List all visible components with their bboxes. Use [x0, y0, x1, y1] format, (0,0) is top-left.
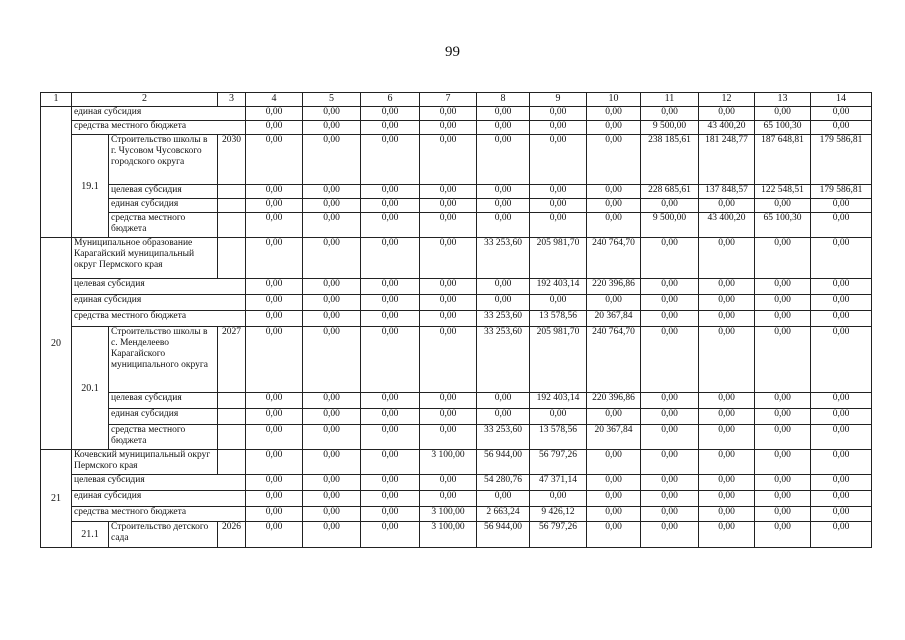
value-cell: 0,00 [811, 199, 872, 213]
value-cell: 0,00 [420, 279, 477, 295]
table-row [41, 213, 872, 238]
value-cell: 0,00 [361, 522, 420, 548]
header-cell: 5 [303, 93, 361, 107]
value-cell: 33 253,60 [477, 327, 530, 393]
value-cell: 0,00 [246, 238, 303, 279]
section-title: Кочевский муниципальный округ Пермского края [72, 450, 218, 475]
value-cell: 3 100,00 [420, 450, 477, 475]
budget-table [40, 92, 872, 548]
value-cell: 0,00 [641, 199, 699, 213]
value-cell: 0,00 [699, 199, 755, 213]
value-cell: 192 403,14 [530, 393, 587, 409]
value-cell: 3 100,00 [420, 507, 477, 522]
value-cell: 56 944,00 [477, 450, 530, 475]
table-row [41, 135, 872, 185]
value-cell: 0,00 [361, 199, 420, 213]
subsection-title: Строительство школы в с. Менделеево Карагайского муниципального округа [109, 327, 218, 393]
year-cell [218, 199, 246, 213]
value-cell: 0,00 [420, 311, 477, 327]
value-cell: 0,00 [303, 121, 361, 135]
value-cell: 0,00 [420, 199, 477, 213]
value-cell: 0,00 [699, 327, 755, 393]
subsection-number: 20.1 [72, 327, 109, 450]
year-cell [218, 238, 246, 279]
value-cell: 0,00 [246, 475, 303, 491]
value-cell: 238 185,61 [641, 135, 699, 185]
value-cell: 0,00 [303, 425, 361, 450]
value-cell: 0,00 [587, 185, 641, 199]
value-cell: 0,00 [641, 507, 699, 522]
header-cell: 2 [72, 93, 218, 107]
section-number [41, 107, 72, 238]
value-cell: 0,00 [303, 475, 361, 491]
row-label: целевая субсидия [72, 475, 246, 491]
value-cell: 0,00 [420, 213, 477, 238]
table-row [41, 507, 872, 522]
value-cell: 181 248,77 [699, 135, 755, 185]
header-cell: 1 [41, 93, 72, 107]
value-cell: 0,00 [361, 450, 420, 475]
value-cell: 0,00 [477, 107, 530, 121]
subsection-title: Строительство школы в г. Чусовом Чусовского городского округа [109, 135, 218, 185]
row-label: средства местного бюджета [72, 121, 246, 135]
row-label: средства местного бюджета [72, 311, 246, 327]
value-cell: 0,00 [811, 213, 872, 238]
value-cell: 9 426,12 [530, 507, 587, 522]
value-cell: 0,00 [361, 238, 420, 279]
value-cell: 0,00 [530, 135, 587, 185]
value-cell: 0,00 [420, 185, 477, 199]
value-cell: 228 685,61 [641, 185, 699, 199]
value-cell: 0,00 [420, 295, 477, 311]
value-cell: 0,00 [303, 279, 361, 295]
year-cell [218, 409, 246, 425]
value-cell: 0,00 [699, 238, 755, 279]
value-cell: 0,00 [246, 107, 303, 121]
value-cell: 0,00 [641, 327, 699, 393]
value-cell: 0,00 [755, 311, 811, 327]
value-cell: 54 280,76 [477, 475, 530, 491]
value-cell: 43 400,20 [699, 213, 755, 238]
value-cell: 0,00 [699, 311, 755, 327]
value-cell: 0,00 [361, 475, 420, 491]
value-cell: 240 764,70 [587, 327, 641, 393]
value-cell: 33 253,60 [477, 238, 530, 279]
value-cell: 33 253,60 [477, 311, 530, 327]
value-cell: 0,00 [811, 507, 872, 522]
value-cell: 0,00 [246, 393, 303, 409]
value-cell: 0,00 [811, 295, 872, 311]
value-cell: 0,00 [587, 507, 641, 522]
row-label: единая субсидия [109, 409, 218, 425]
value-cell: 0,00 [641, 393, 699, 409]
value-cell: 0,00 [303, 327, 361, 393]
value-cell: 0,00 [641, 522, 699, 548]
value-cell: 0,00 [699, 450, 755, 475]
value-cell: 0,00 [755, 199, 811, 213]
value-cell: 0,00 [641, 475, 699, 491]
value-cell: 0,00 [246, 279, 303, 295]
value-cell: 0,00 [246, 199, 303, 213]
value-cell: 0,00 [246, 295, 303, 311]
value-cell: 0,00 [530, 491, 587, 507]
value-cell: 192 403,14 [530, 279, 587, 295]
value-cell: 0,00 [477, 409, 530, 425]
value-cell: 137 848,57 [699, 185, 755, 199]
value-cell: 240 764,70 [587, 238, 641, 279]
table-row [41, 450, 872, 475]
value-cell: 0,00 [530, 213, 587, 238]
value-cell: 0,00 [811, 491, 872, 507]
value-cell: 0,00 [477, 199, 530, 213]
value-cell: 122 548,51 [755, 185, 811, 199]
value-cell: 20 367,84 [587, 425, 641, 450]
value-cell: 0,00 [361, 185, 420, 199]
value-cell: 0,00 [303, 491, 361, 507]
value-cell: 0,00 [246, 327, 303, 393]
value-cell: 0,00 [811, 393, 872, 409]
year-cell [218, 185, 246, 199]
value-cell: 0,00 [811, 409, 872, 425]
value-cell: 220 396,86 [587, 279, 641, 295]
value-cell: 0,00 [699, 409, 755, 425]
value-cell: 205 981,70 [530, 238, 587, 279]
header-cell: 10 [587, 93, 641, 107]
value-cell: 0,00 [477, 121, 530, 135]
value-cell: 0,00 [477, 135, 530, 185]
table-row [41, 199, 872, 213]
header-row [41, 93, 872, 107]
value-cell: 0,00 [641, 311, 699, 327]
table-row [41, 491, 872, 507]
row-label: средства местного бюджета [72, 507, 246, 522]
value-cell: 0,00 [420, 121, 477, 135]
table-row [41, 121, 872, 135]
value-cell: 0,00 [699, 279, 755, 295]
value-cell: 0,00 [246, 491, 303, 507]
row-label: целевая субсидия [109, 185, 218, 199]
value-cell: 0,00 [755, 279, 811, 295]
value-cell: 0,00 [420, 393, 477, 409]
value-cell: 0,00 [303, 295, 361, 311]
value-cell: 0,00 [755, 295, 811, 311]
value-cell: 0,00 [303, 311, 361, 327]
value-cell: 0,00 [755, 409, 811, 425]
value-cell: 0,00 [641, 107, 699, 121]
value-cell: 0,00 [361, 107, 420, 121]
value-cell: 0,00 [477, 185, 530, 199]
year-cell: 2027 [218, 327, 246, 393]
value-cell: 0,00 [755, 327, 811, 393]
value-cell: 0,00 [641, 491, 699, 507]
value-cell: 0,00 [477, 295, 530, 311]
header-cell: 14 [811, 93, 872, 107]
value-cell: 0,00 [699, 107, 755, 121]
table-row [41, 295, 872, 311]
value-cell: 0,00 [303, 450, 361, 475]
table-body [41, 93, 872, 548]
header-cell: 7 [420, 93, 477, 107]
row-label: единая субсидия [72, 491, 246, 507]
value-cell: 0,00 [587, 199, 641, 213]
value-cell: 0,00 [530, 121, 587, 135]
value-cell: 0,00 [361, 135, 420, 185]
value-cell: 0,00 [641, 409, 699, 425]
value-cell: 56 797,26 [530, 522, 587, 548]
table-row [41, 425, 872, 450]
value-cell: 0,00 [755, 450, 811, 475]
value-cell: 0,00 [641, 425, 699, 450]
value-cell: 0,00 [477, 279, 530, 295]
value-cell: 0,00 [587, 450, 641, 475]
value-cell: 0,00 [420, 475, 477, 491]
value-cell: 220 396,86 [587, 393, 641, 409]
page-number: 99 [445, 44, 460, 60]
value-cell: 0,00 [303, 507, 361, 522]
value-cell: 3 100,00 [420, 522, 477, 548]
value-cell: 0,00 [811, 327, 872, 393]
value-cell: 65 100,30 [755, 121, 811, 135]
header-cell: 3 [218, 93, 246, 107]
value-cell: 0,00 [811, 279, 872, 295]
value-cell: 0,00 [587, 135, 641, 185]
value-cell: 0,00 [246, 121, 303, 135]
value-cell: 0,00 [246, 213, 303, 238]
row-label: средства местного бюджета [109, 213, 218, 238]
value-cell: 179 586,81 [811, 135, 872, 185]
value-cell: 0,00 [641, 295, 699, 311]
value-cell: 0,00 [420, 135, 477, 185]
value-cell: 0,00 [361, 507, 420, 522]
value-cell: 0,00 [477, 491, 530, 507]
value-cell: 0,00 [303, 213, 361, 238]
value-cell: 0,00 [811, 425, 872, 450]
value-cell: 0,00 [361, 279, 420, 295]
value-cell: 0,00 [303, 238, 361, 279]
header-cell: 13 [755, 93, 811, 107]
value-cell: 0,00 [699, 522, 755, 548]
value-cell: 0,00 [587, 213, 641, 238]
value-cell: 0,00 [587, 522, 641, 548]
value-cell: 0,00 [303, 135, 361, 185]
value-cell: 0,00 [530, 185, 587, 199]
year-cell: 2030 [218, 135, 246, 185]
value-cell: 0,00 [361, 491, 420, 507]
value-cell: 0,00 [641, 238, 699, 279]
value-cell: 0,00 [587, 295, 641, 311]
row-label: целевая субсидия [109, 393, 218, 409]
value-cell: 0,00 [587, 107, 641, 121]
value-cell: 0,00 [361, 295, 420, 311]
value-cell: 0,00 [587, 491, 641, 507]
value-cell: 20 367,84 [587, 311, 641, 327]
value-cell: 0,00 [246, 311, 303, 327]
value-cell: 0,00 [755, 425, 811, 450]
year-cell: 2026 [218, 522, 246, 548]
table-row [41, 238, 872, 279]
table-row [41, 393, 872, 409]
value-cell: 0,00 [246, 135, 303, 185]
header-cell: 4 [246, 93, 303, 107]
value-cell: 0,00 [587, 409, 641, 425]
value-cell: 0,00 [587, 475, 641, 491]
value-cell: 0,00 [530, 295, 587, 311]
value-cell: 0,00 [699, 295, 755, 311]
row-label: единая субсидия [72, 295, 246, 311]
value-cell: 0,00 [755, 491, 811, 507]
year-cell [218, 425, 246, 450]
value-cell: 56 797,26 [530, 450, 587, 475]
value-cell: 0,00 [477, 213, 530, 238]
value-cell: 0,00 [246, 507, 303, 522]
value-cell: 0,00 [755, 238, 811, 279]
value-cell: 179 586,81 [811, 185, 872, 199]
header-cell: 8 [477, 93, 530, 107]
value-cell: 0,00 [361, 409, 420, 425]
value-cell: 0,00 [755, 107, 811, 121]
value-cell: 0,00 [811, 450, 872, 475]
value-cell: 13 578,56 [530, 311, 587, 327]
value-cell: 0,00 [420, 107, 477, 121]
value-cell: 65 100,30 [755, 213, 811, 238]
value-cell: 0,00 [303, 185, 361, 199]
row-label: единая субсидия [72, 107, 246, 121]
value-cell: 0,00 [699, 425, 755, 450]
value-cell: 0,00 [699, 491, 755, 507]
value-cell: 0,00 [361, 311, 420, 327]
value-cell: 2 663,24 [477, 507, 530, 522]
row-label: целевая субсидия [72, 279, 246, 295]
value-cell: 0,00 [699, 507, 755, 522]
value-cell: 0,00 [361, 121, 420, 135]
table-row [41, 409, 872, 425]
value-cell: 205 981,70 [530, 327, 587, 393]
row-label: средства местного бюджета [109, 425, 218, 450]
value-cell: 187 648,81 [755, 135, 811, 185]
value-cell: 0,00 [811, 475, 872, 491]
subsection-title: Строительство детского сада [109, 522, 218, 548]
header-cell: 9 [530, 93, 587, 107]
value-cell: 0,00 [755, 507, 811, 522]
value-cell: 0,00 [699, 393, 755, 409]
value-cell: 0,00 [530, 409, 587, 425]
value-cell: 0,00 [420, 327, 477, 393]
value-cell: 0,00 [811, 121, 872, 135]
value-cell: 0,00 [530, 199, 587, 213]
header-cell: 11 [641, 93, 699, 107]
year-cell [218, 393, 246, 409]
table-row [41, 185, 872, 199]
value-cell: 0,00 [641, 279, 699, 295]
value-cell: 0,00 [477, 393, 530, 409]
value-cell: 0,00 [303, 107, 361, 121]
table-row [41, 475, 872, 491]
value-cell: 0,00 [246, 450, 303, 475]
value-cell: 43 400,20 [699, 121, 755, 135]
value-cell: 33 253,60 [477, 425, 530, 450]
value-cell: 0,00 [420, 425, 477, 450]
value-cell: 0,00 [303, 409, 361, 425]
year-cell [218, 213, 246, 238]
subsection-number: 21.1 [72, 522, 109, 548]
value-cell: 0,00 [811, 107, 872, 121]
section-number: 21 [41, 450, 72, 548]
value-cell: 0,00 [361, 213, 420, 238]
value-cell: 0,00 [303, 522, 361, 548]
value-cell: 0,00 [755, 522, 811, 548]
value-cell: 0,00 [811, 311, 872, 327]
value-cell: 0,00 [755, 393, 811, 409]
value-cell: 0,00 [530, 107, 587, 121]
value-cell: 0,00 [420, 238, 477, 279]
value-cell: 0,00 [699, 475, 755, 491]
value-cell: 0,00 [587, 121, 641, 135]
table-row [41, 311, 872, 327]
value-cell: 47 371,14 [530, 475, 587, 491]
row-label: единая субсидия [109, 199, 218, 213]
value-cell: 0,00 [246, 425, 303, 450]
value-cell: 0,00 [361, 327, 420, 393]
value-cell: 0,00 [641, 450, 699, 475]
subsection-number: 19.1 [72, 135, 109, 238]
header-cell: 6 [361, 93, 420, 107]
table-row [41, 522, 872, 548]
value-cell: 0,00 [246, 409, 303, 425]
value-cell: 56 944,00 [477, 522, 530, 548]
value-cell: 0,00 [303, 393, 361, 409]
header-cell: 12 [699, 93, 755, 107]
year-cell [218, 450, 246, 475]
value-cell: 0,00 [755, 475, 811, 491]
value-cell: 0,00 [246, 522, 303, 548]
value-cell: 0,00 [246, 185, 303, 199]
table-row [41, 107, 872, 121]
value-cell: 0,00 [811, 522, 872, 548]
value-cell: 0,00 [361, 393, 420, 409]
value-cell: 0,00 [361, 425, 420, 450]
table-row [41, 327, 872, 393]
value-cell: 0,00 [420, 409, 477, 425]
value-cell: 0,00 [811, 238, 872, 279]
table-row [41, 279, 872, 295]
value-cell: 13 578,56 [530, 425, 587, 450]
section-number: 20 [41, 238, 72, 450]
value-cell: 0,00 [303, 199, 361, 213]
value-cell: 9 500,00 [641, 213, 699, 238]
value-cell: 9 500,00 [641, 121, 699, 135]
value-cell: 0,00 [420, 491, 477, 507]
section-title: Муниципальное образование Карагайский муниципальный округ Пермского края [72, 238, 218, 279]
